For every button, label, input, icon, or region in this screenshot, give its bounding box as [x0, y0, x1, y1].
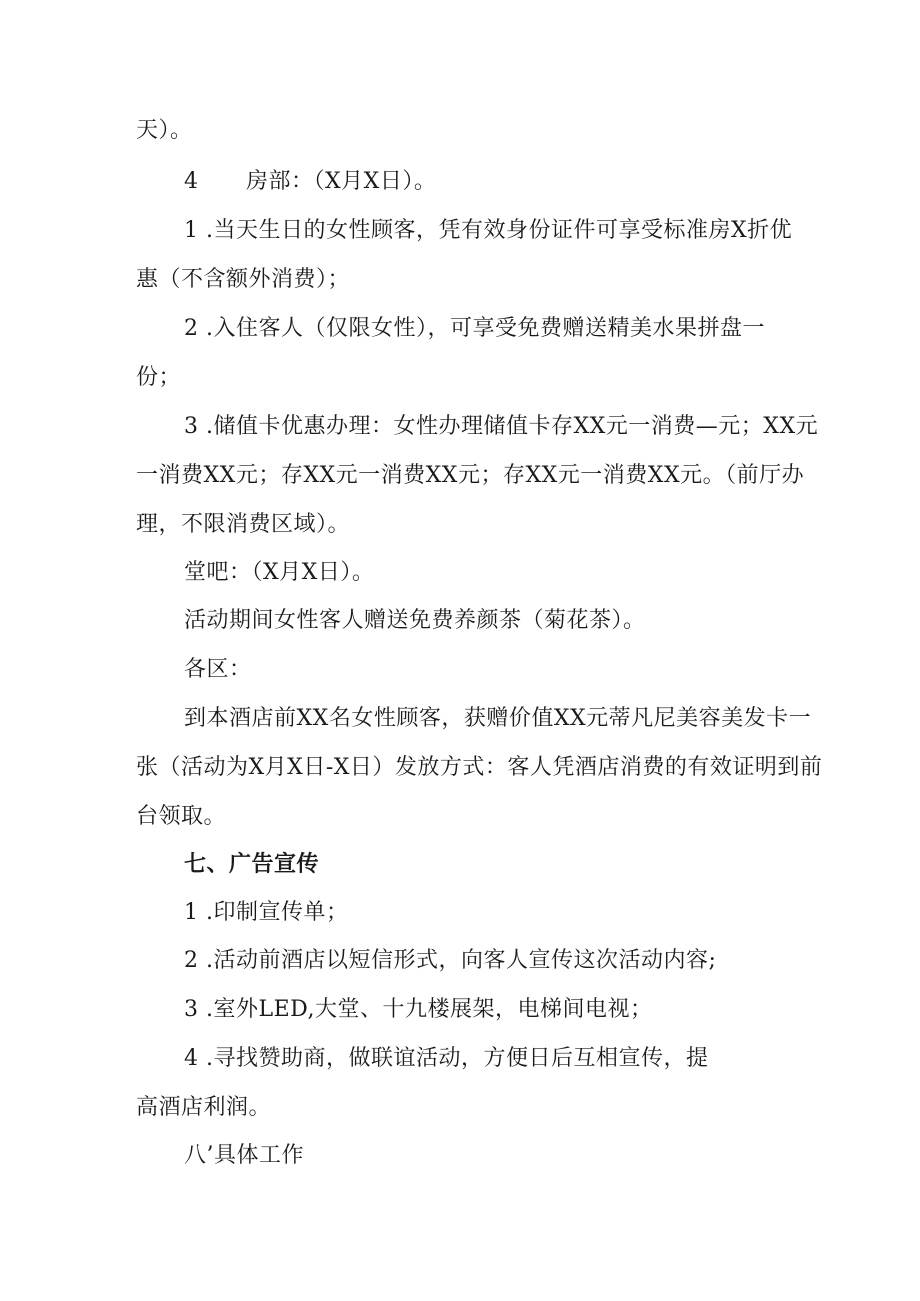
text-line-22: 八’具体工作	[184, 1143, 304, 1168]
text-line-6: 份；	[136, 365, 182, 390]
text-line-9: 理，不限消费区域）。	[136, 512, 351, 537]
text-line-3: 1 .当天生日的女性顾客，凭有效身份证件可享受标准房X折优	[184, 218, 793, 243]
text-line-21: 高酒店利润。	[136, 1095, 272, 1120]
text-line-11: 活动期间女性客人赠送免费养颜茶（菊花茶）。	[184, 608, 646, 633]
text-line-15: 台领取。	[136, 804, 227, 829]
text-line-10: 堂吧：（X月X日）。	[184, 560, 375, 585]
text-line-13: 到本酒店前XX名女性顾客，获赠价值XX元蒂凡尼美容美发卡一	[184, 706, 812, 731]
text-line-8: 一消费XX元；存XX元一消费XX元；存XX元一消费XX元。（前厅办	[136, 463, 805, 488]
text-line-2: 房部：（X月X日）。	[246, 169, 437, 194]
text-line-5: 2 .入住客人（仅限女性），可享受免费赠送精美水果拼盘一	[184, 316, 765, 341]
text-line-1: 天）。	[136, 118, 193, 143]
text-line-14: 张（活动为X月X日-X日）发放方式：客人凭酒店消费的有效证明到前	[136, 755, 823, 780]
section-heading-advertising: 七、广告宣传	[184, 852, 320, 877]
text-line-18: 2 .活动前酒店以短信形式，向客人宣传这次活动内容;	[184, 948, 717, 973]
text-line-12: 各区：	[184, 657, 252, 682]
text-line-19: 3 .室外LED,大堂、十九楼展架，电梯间电视；	[184, 997, 653, 1022]
text-line-17: 1 .印制宣传单；	[184, 900, 349, 925]
text-line-20: 4 .寻找赞助商，做联谊活动，方便日后互相宣传，提	[184, 1046, 709, 1071]
text-line-7: 3 .储值卡优惠办理：女性办理储值卡存XX元一消费—元；XX元	[184, 414, 819, 439]
text-line-2-number: 4	[184, 169, 199, 194]
text-line-4: 惠（不含额外消费）；	[136, 267, 351, 292]
